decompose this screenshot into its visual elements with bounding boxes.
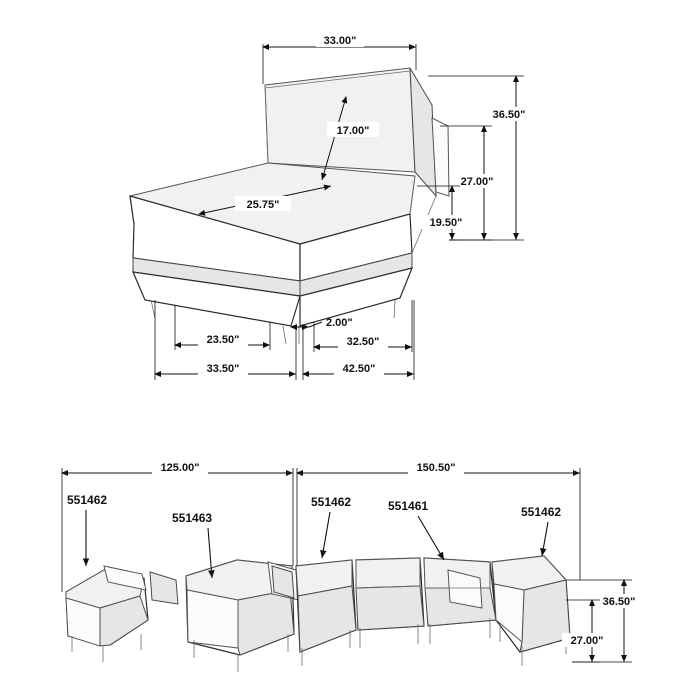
dim-top-width: 33.00" [323, 35, 357, 47]
label-part-corner: 551461 [388, 499, 429, 513]
label-part-right-arm: 551462 [521, 505, 562, 519]
dim-right-section-width: 150.50" [416, 462, 456, 474]
label-part-left-arm: 551462 [67, 493, 108, 507]
bottom-view-illustration [66, 556, 570, 672]
label-part-left-armless: 551463 [172, 511, 213, 525]
dim-seat-depth: 25.75" [246, 199, 280, 211]
dim-assembly-overall-height: 36.50" [602, 596, 636, 608]
dim-assembly-seat-back-height: 27.00" [570, 635, 604, 647]
dim-overall-height: 36.50" [492, 109, 526, 121]
dim-left-base-width: 33.50" [206, 363, 240, 375]
dim-seat-height: 19.50" [429, 217, 463, 229]
label-part-center-armless: 551462 [311, 495, 352, 509]
dim-left-section-width: 125.00" [160, 462, 200, 474]
dim-left-leg-span: 23.50" [206, 334, 240, 346]
dim-leg-inset: 2.00" [326, 317, 353, 329]
dim-right-base-width: 42.50" [342, 363, 376, 375]
dim-right-leg-span: 32.50" [346, 336, 380, 348]
dim-arm-height: 27.00" [460, 176, 494, 188]
dim-back-height: 17.00" [336, 125, 370, 137]
